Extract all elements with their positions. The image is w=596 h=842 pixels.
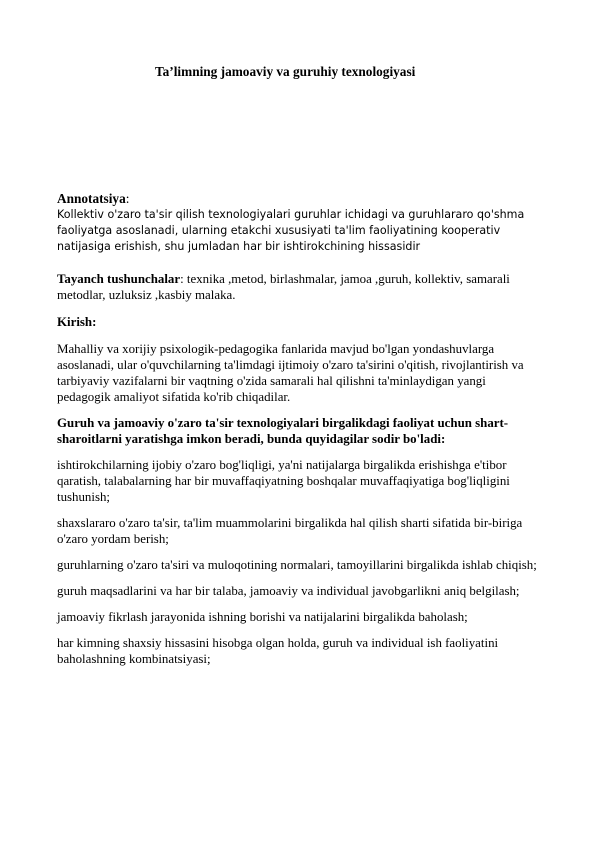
keywords-heading: Tayanch tushunchalar [57, 272, 181, 286]
list-item: ishtirokchilarning ijobiy o'zaro bog'liqligi, ya'ni natijalarga birgalikda erishishga e'tibor qaratish, talabalarning har bir muvaffaqiyatning boshqalar muvaffaqiyatiga bog'liqligini tushunish; [57, 458, 510, 504]
intro-heading: Kirish: [57, 315, 97, 329]
annotation-text: Kollektiv o'zaro ta'sir qilish texnologiyalari guruhlar ichidagi va guruhlararo qo'shma faoliyatga asoslanadi, ularning etakchi xususiyati ta'lim faoliyatining kooperativ natijasiga erishish, shu jumladan har bir ishtirokchining hissasidir [57, 208, 525, 253]
list-item: guruhlarning o'zaro ta'siri va muloqotining normalari, tamoyillarini birgalikda ishlab chiqish; [57, 558, 537, 572]
keywords-paragraph [57, 271, 542, 303]
list-item: har kimning shaxsiy hissasini hisobga olgan holda, guruh va individual ish faoliyatini baholashning kombinatsiyasi; [57, 636, 499, 666]
document-body [57, 191, 542, 667]
list-item: jamoaviy fikrlash jarayonida ishning borishi va natijalarini birgalikda baholash; [57, 610, 468, 624]
section-heading: Guruh va jamoaviy o'zaro ta'sir texnologiyalari birgalikdagi faoliyat uchun shart-sharoitlarni yaratishga imkon beradi, bunda quyidagilar sodir bo'ladi: [57, 416, 509, 446]
annotation-heading: Annotatsiya [57, 191, 126, 206]
keywords-text: : texnika ,metod, birlashmalar, jamoa ,guruh, kollektiv, samarali metodlar, uzluksiz ,kasbiy malaka. [57, 272, 510, 302]
list-item: guruh maqsadlarini va har bir talaba, jamoaviy va individual javobgarlikni aniq belgilash; [57, 584, 520, 598]
annotation-heading-line [57, 191, 542, 207]
list-item: shaxslararo o'zaro ta'sir, ta'lim muammolarini birgalikda hal qilish sharti sifatida bir-biriga o'zaro yordam berish; [57, 516, 523, 546]
annotation-colon: : [125, 191, 130, 206]
intro-paragraph: Mahalliy va xorijiy psixologik-pedagogika fanlarida mavjud bo'lgan yondashuvlarga asoslanadi, ular o'quvchilarning ta'limdagi ijtimoiy o'zaro ta'sirini o'qitish, rivojlantirish va tarbiyaviy vazifalarni bir vaqtning o'zida samarali hal qilishni ta'minlaydigan yangi pedagogik amaliyot sifatida ko'rib chiqadilar. [57, 342, 524, 404]
document-title: Ta’limning jamoaviy va guruhiy texnologiyasi [155, 64, 416, 79]
